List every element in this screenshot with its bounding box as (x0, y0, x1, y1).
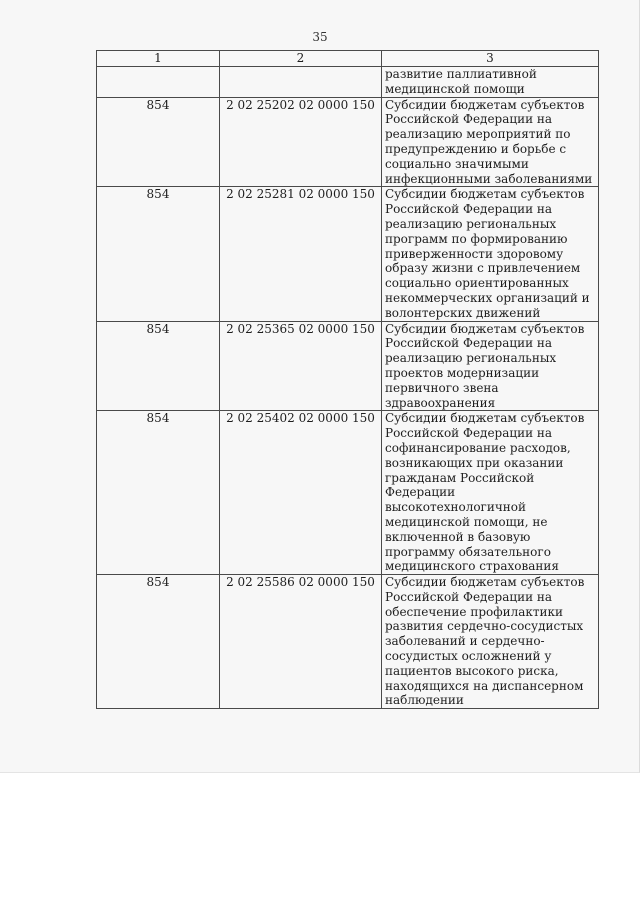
page-number: 35 (312, 30, 328, 44)
table-row (97, 187, 599, 321)
description-cell: Субсидии бюджетам субъектов Российской Федерации на реализацию региональных программ по формированию приверженности здоровому образу жизни с привлечением социально ориентированных некоммерческих организаций и волонтерских движений (382, 187, 599, 321)
column-header-3: 3 (382, 51, 599, 67)
description-cell: развитие паллиативной медицинской помощи (382, 67, 599, 98)
table-row (97, 575, 599, 709)
column-header-1: 1 (97, 51, 220, 67)
budget-code-cell: 2 02 25281 02 0000 150 (220, 187, 382, 321)
description-cell: Субсидии бюджетам субъектов Российской Федерации на обеспечение профилактики развития сердечно-сосудистых заболеваний и сердечно-сосудистых осложнений у пациентов высокого риска, находящихся на диспансерном наблюдении (382, 575, 599, 709)
admin-code-cell: 854 (97, 187, 220, 321)
admin-code-cell: 854 (97, 321, 220, 411)
budget-code-cell: 2 02 25586 02 0000 150 (220, 575, 382, 709)
table-row (97, 67, 599, 98)
table-row (97, 321, 599, 411)
description-cell: Субсидии бюджетам субъектов Российской Федерации на реализацию региональных проектов модернизации первичного звена здравоохранения (382, 321, 599, 411)
budget-codes-table (96, 50, 599, 709)
table-row (97, 97, 599, 187)
description-cell: Субсидии бюджетам субъектов Российской Федерации на софинансирование расходов, возникающих при оказании гражданам Российской Федерации высокотехнологичной медицинской помощи, не включенной в базовую программу обязательного медицинского страхования (382, 411, 599, 575)
budget-code-cell: 2 02 25402 02 0000 150 (220, 411, 382, 575)
table-header-row (97, 51, 599, 67)
admin-code-cell (97, 67, 220, 98)
admin-code-cell: 854 (97, 575, 220, 709)
admin-code-cell: 854 (97, 97, 220, 187)
admin-code-cell: 854 (97, 411, 220, 575)
description-cell: Субсидии бюджетам субъектов Российской Федерации на реализацию мероприятий по предупреждению и борьбе с социально значимыми инфекционными заболеваниями (382, 97, 599, 187)
column-header-2: 2 (220, 51, 382, 67)
table-row (97, 411, 599, 575)
budget-code-cell: 2 02 25365 02 0000 150 (220, 321, 382, 411)
budget-code-cell: 2 02 25202 02 0000 150 (220, 97, 382, 187)
budget-code-cell (220, 67, 382, 98)
